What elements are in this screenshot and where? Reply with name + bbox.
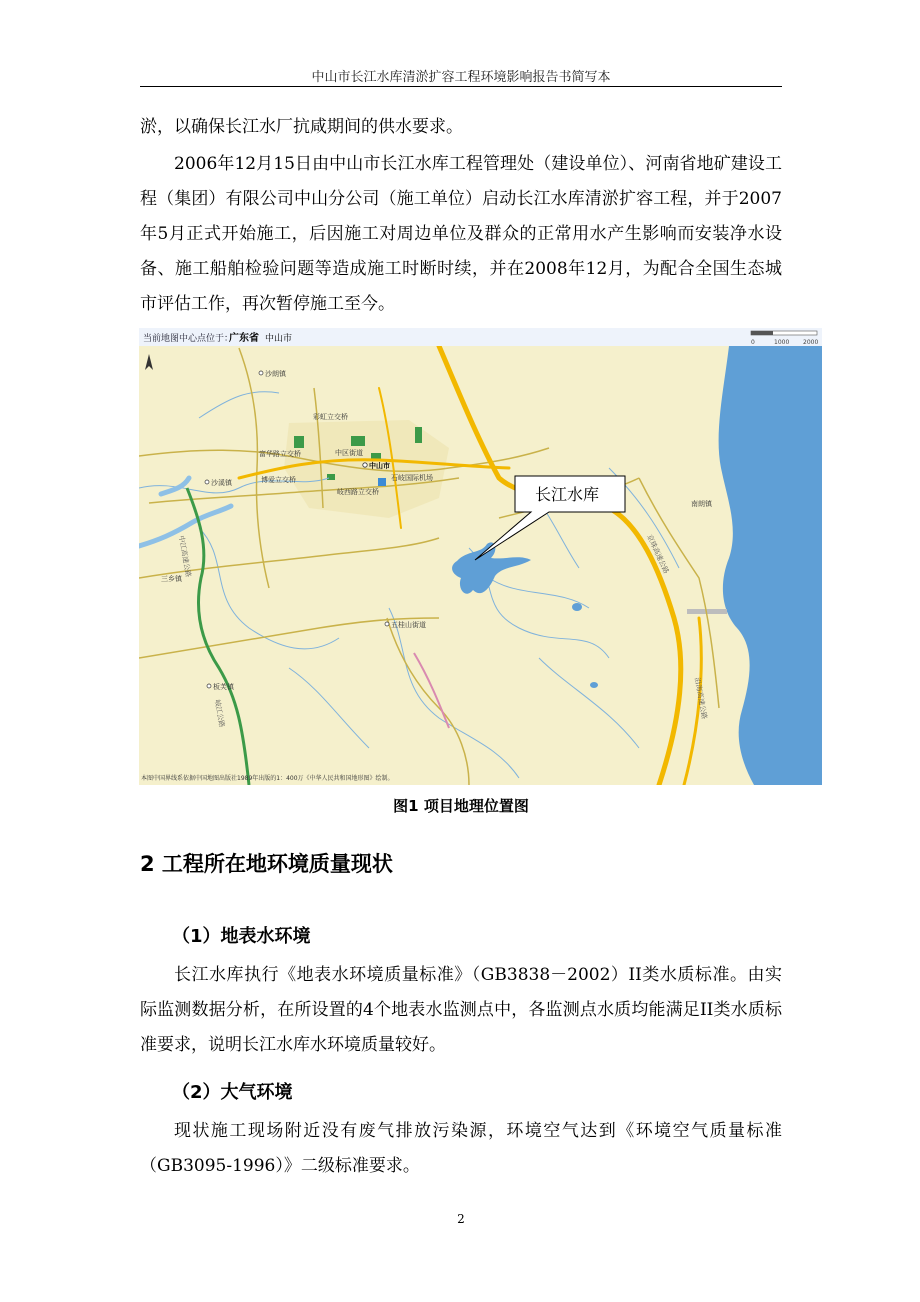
running-header: 中山市长江水库清淤扩容工程环境影响报告书简写本 <box>311 70 611 85</box>
paragraph-continuation: 淤，以确保长江水厂抗咸期间的供水要求。 <box>140 117 463 137</box>
scale-label-0: 0 <box>751 339 755 346</box>
place-label: 中山市 <box>369 462 390 470</box>
map-footer-note: 本图中国界线系依据中国地图出版社1989年出版的1：400万《中华人民共和国地形图》绘制。 <box>141 775 394 782</box>
map-topbar-prefix: 当前地图中心点位于： <box>143 334 234 344</box>
paragraph-air: 现状施工现场附近没有废气排放污染源，环境空气达到《环境空气质量标准（GB3095-1996）》二级标准要求。 <box>140 1121 782 1176</box>
place-label: 五桂山街道 <box>391 621 426 629</box>
subsection-heading-surface-water: （1）地表水环境 <box>172 926 311 947</box>
section-heading: 2 工程所在地环境质量现状 <box>140 852 393 876</box>
map-pond <box>590 682 598 688</box>
place-label: 石岐国际机场 <box>391 474 433 482</box>
location-map <box>139 328 822 785</box>
figure-caption: 图1 项目地理位置图 <box>393 797 529 815</box>
page-number: 2 <box>457 1212 465 1226</box>
paragraph-construction-history: 2006年12月15日由中山市长江水库工程管理处（建设单位）、河南省地矿建设工程（集团）有限公司中山分公司（施工单位）启动长江水库清淤扩容工程，并于2007年5月正式开始施工，后因施工对周边单位及群众的正常用水产生影响而安装净水设备、施工船舶检验问题等造成施工时断时续，并在2008年12月，为配合全国生态城市评估工作，再次暂停施工至今。 <box>140 154 782 314</box>
airport-icon <box>378 478 386 486</box>
place-label: 板芙镇 <box>213 683 234 691</box>
road-label: 中江高速公路 <box>177 534 193 578</box>
header-rule <box>140 86 782 87</box>
subsection-heading-air: （2）大气环境 <box>172 1082 293 1103</box>
place-label: 南朗镇 <box>691 500 712 508</box>
road-label: 沿海高速公路 <box>693 676 709 720</box>
road-label: 京珠高速公路 <box>645 533 671 575</box>
place-label: 富华路立交桥 <box>259 450 301 458</box>
map-pond <box>572 603 582 611</box>
scale-label-1000: 1000 <box>774 339 790 346</box>
scale-label-2000: 2000 <box>803 339 819 346</box>
paragraph-surface-water: 长江水库执行《地表水环境质量标准》（GB3838－2002）II类水质标准。由实际监测数据分析，在所设置的4个地表水监测点中，各监测点水质均能满足II类水质标准要求，说明长江水库水环境质量较好。 <box>140 965 782 1055</box>
place-label: 沙朗镇 <box>265 370 286 378</box>
map-park <box>415 427 422 443</box>
map-park <box>351 436 365 446</box>
map-topbar-city: 中山市 <box>265 334 293 344</box>
place-label: 中区街道 <box>335 449 363 457</box>
road-label: 岐江公路 <box>213 698 226 728</box>
map-park <box>327 474 335 480</box>
place-label: 彩虹立交桥 <box>313 413 348 421</box>
place-label: 沙溪镇 <box>211 479 232 487</box>
map-park <box>294 436 304 448</box>
map-topbar-province: 广东省 <box>229 333 259 344</box>
callout-label: 长江水库 <box>535 485 600 504</box>
place-label: 博爱立交桥 <box>261 476 296 484</box>
place-label: 三乡镇 <box>161 575 182 583</box>
place-label: 岐西路立交桥 <box>337 488 379 496</box>
